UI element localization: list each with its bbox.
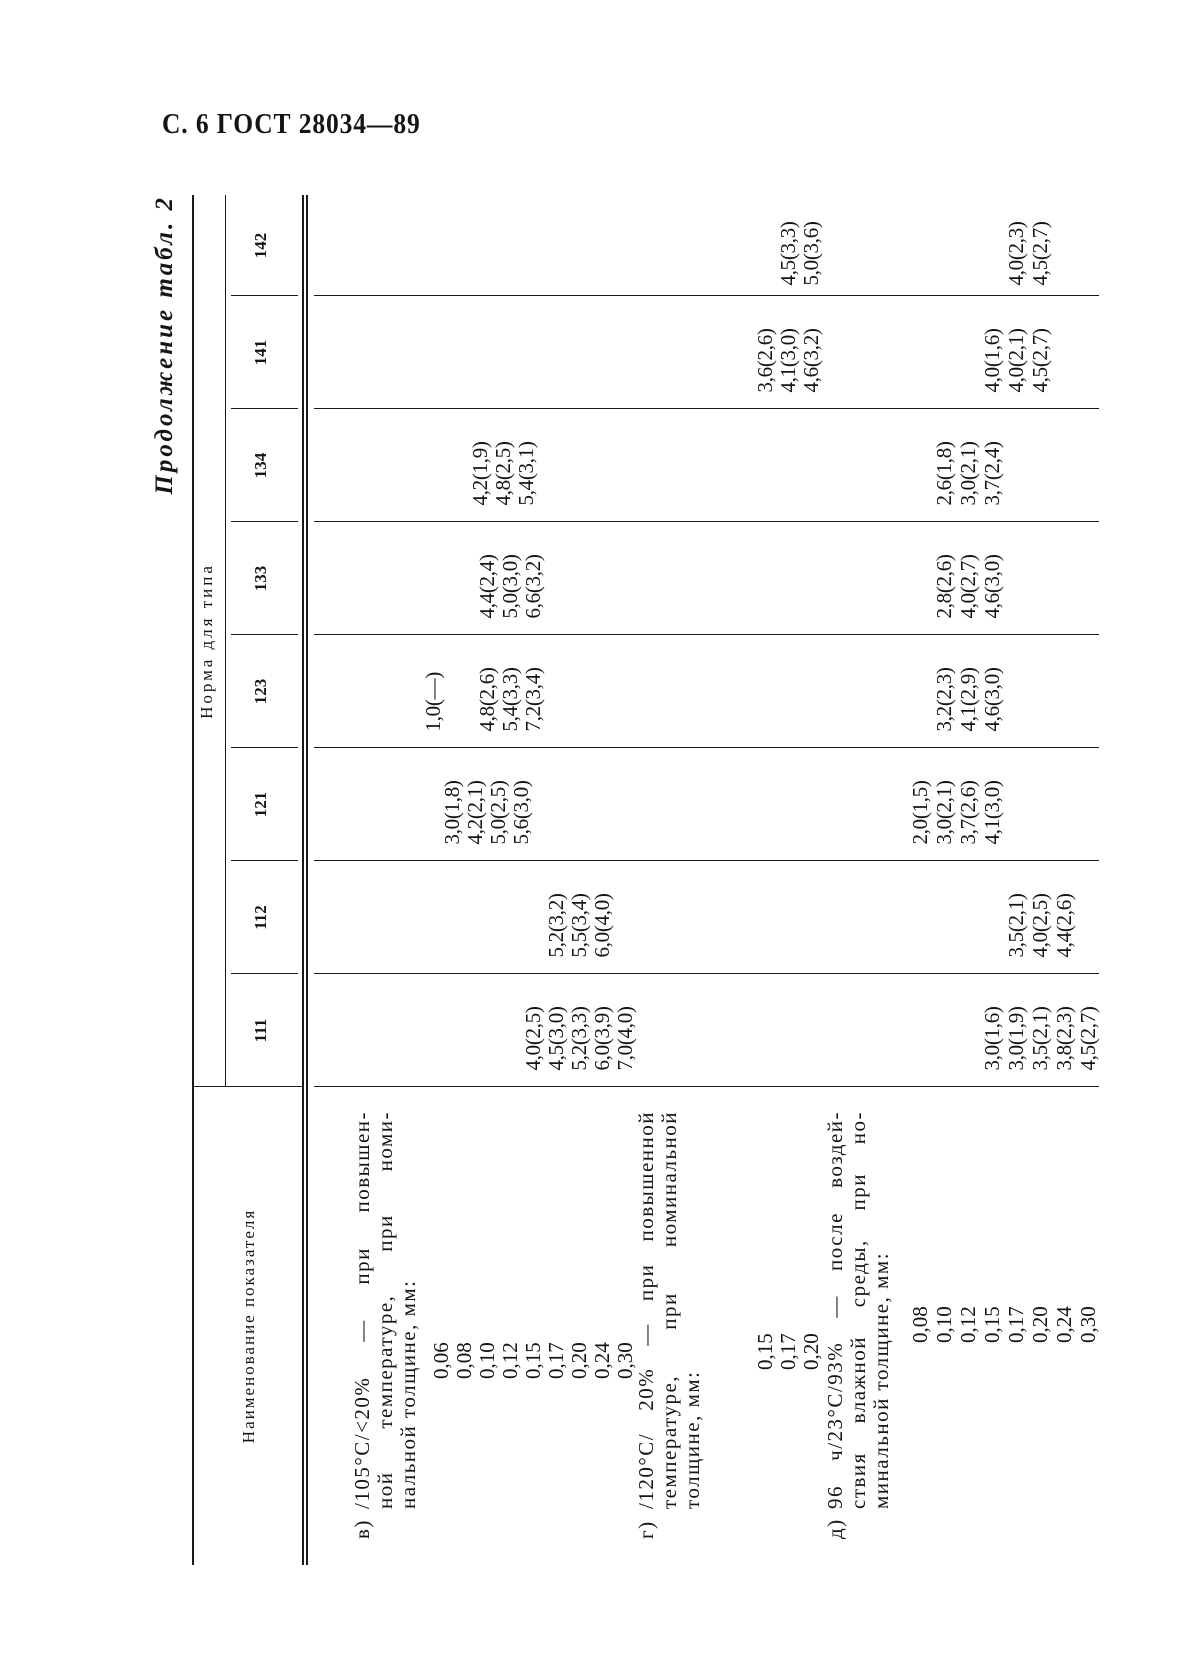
thickness-value: 0,20 (798, 1333, 823, 1370)
column-divider-header (193, 1086, 302, 1087)
thickness-value: 0,12 (497, 1342, 522, 1379)
norm-value: 4,0(2,5) (1027, 893, 1052, 958)
norm-value: 5,0(2,5) (485, 780, 510, 845)
thickness-value: 0,17 (543, 1342, 568, 1379)
norm-value: 4,0(2,7) (955, 554, 980, 619)
group-header-divider (225, 195, 226, 1087)
section-label-line: минальной толщине, мм: (868, 1251, 893, 1509)
section-label-line: ствия влажной среды, при но- (845, 1111, 870, 1509)
norm-value: 4,6(3,2) (798, 328, 823, 393)
norm-value: 5,5(3,4) (566, 893, 591, 958)
column-header-type: 142 (251, 232, 270, 259)
norm-value: 4,4(2,6) (1051, 893, 1076, 958)
column-header-type: 111 (251, 1018, 270, 1043)
thickness-value: 0,15 (752, 1333, 777, 1370)
header-double-line (302, 195, 304, 1565)
norm-value: 3,5(2,1) (1003, 893, 1028, 958)
thickness-value: 0,10 (931, 1306, 956, 1343)
norm-value: 4,1(3,0) (979, 780, 1004, 845)
thickness-value: 0,08 (451, 1342, 476, 1379)
thickness-value: 0,20 (1027, 1306, 1052, 1343)
norm-value: 4,1(3,0) (775, 328, 800, 393)
column-header-type: 123 (251, 678, 270, 705)
column-divider-body (314, 973, 1099, 974)
norm-value: 4,2(1,9) (467, 441, 492, 506)
page-header: С. 6 ГОСТ 28034—89 (162, 108, 421, 140)
norm-value: 3,6(2,6) (752, 328, 777, 393)
norm-value: 5,2(3,3) (566, 1006, 591, 1071)
thickness-value: 0,06 (428, 1342, 453, 1379)
column-header-name: Наименование показателя (239, 1208, 258, 1444)
header-double-line (306, 195, 308, 1565)
norm-value: 3,7(2,6) (955, 780, 980, 845)
norm-value: 4,0(2,1) (1003, 328, 1028, 393)
section-label-line: /105°C/<20% — при повышен- (349, 1111, 374, 1509)
norm-value: 4,5(3,3) (775, 221, 800, 286)
column-divider-body (314, 860, 1099, 861)
norm-value: 2,8(2,6) (931, 554, 956, 619)
norm-value: 2,0(1,5) (907, 780, 932, 845)
norm-value: 3,0(2,1) (955, 441, 980, 506)
thickness-value: 0,30 (1075, 1306, 1100, 1343)
column-header-type: 134 (251, 452, 270, 479)
norm-value: 4,1(2,9) (955, 667, 980, 732)
section-label-line: температуре, при номинальной (656, 1111, 681, 1509)
norm-value: 7,2(3,4) (520, 667, 545, 732)
norm-value: 4,0(1,6) (979, 328, 1004, 393)
section-label-line: ной температуре, при номи- (372, 1111, 397, 1509)
norm-value: 5,2(3,2) (543, 893, 568, 958)
thickness-value: 0,17 (775, 1333, 800, 1370)
section-label-line: 96 ч/23°C/93% — после воздей- (822, 1111, 847, 1509)
section-marker: в) (349, 1519, 374, 1539)
norm-value: 6,0(3,9) (589, 1006, 614, 1071)
column-header-group: Норма для типа (197, 563, 216, 719)
norm-value: 3,8(2,3) (1051, 1006, 1076, 1071)
norm-value: 4,0(2,3) (1003, 221, 1028, 286)
thickness-value: 0,15 (979, 1306, 1004, 1343)
norm-value: 4,5(3,0) (543, 1006, 568, 1071)
norm-value: 3,0(1,6) (979, 1006, 1004, 1071)
thickness-value: 0,20 (566, 1342, 591, 1379)
norm-value: 3,0(2,1) (931, 780, 956, 845)
norm-value: 5,4(3,1) (513, 441, 538, 506)
column-header-type: 121 (251, 791, 270, 818)
section-label-line: нальной толщине, мм: (395, 1279, 420, 1509)
norm-value: 5,4(3,3) (497, 667, 522, 732)
section-marker: г) (633, 1520, 658, 1539)
thickness-value: 0,15 (520, 1342, 545, 1379)
norm-value: 4,8(2,5) (490, 441, 515, 506)
thickness-value: 0,17 (1003, 1306, 1028, 1343)
norm-value: 4,5(2,7) (1075, 1006, 1100, 1071)
table-caption: Продолжение табл. 2 (151, 195, 178, 495)
thickness-value: 0,30 (612, 1342, 637, 1379)
norm-value: 4,8(2,6) (474, 667, 499, 732)
column-header-type: 112 (251, 905, 270, 930)
norm-value: 5,0(3,0) (497, 554, 522, 619)
column-divider-body (314, 747, 1099, 748)
norm-value: 3,7(2,4) (979, 441, 1004, 506)
section-marker: д) (822, 1518, 847, 1539)
norm-value: 6,0(4,0) (589, 893, 614, 958)
thickness-value: 0,24 (589, 1342, 614, 1379)
norm-value: 4,2(2,1) (462, 780, 487, 845)
norm-value: 3,5(2,1) (1027, 1006, 1052, 1071)
rotated-table (151, 195, 1105, 1565)
norm-value: 4,4(2,4) (474, 554, 499, 619)
norm-value: 5,6(3,0) (508, 780, 533, 845)
column-header-type: 133 (251, 565, 270, 592)
norm-value: 7,0(4,0) (612, 1006, 637, 1071)
norm-value: 1,0(—) (420, 672, 445, 732)
thickness-value: 0,24 (1051, 1306, 1076, 1343)
thickness-value: 0,12 (955, 1306, 980, 1343)
norm-value: 3,0(1,9) (1003, 1006, 1028, 1071)
column-header-type: 141 (251, 339, 270, 366)
column-divider-body (314, 408, 1099, 409)
section-label-line: /120°C/ 20% — при повышенной (633, 1111, 658, 1509)
column-divider-body (314, 634, 1099, 635)
norm-value: 4,0(2,5) (520, 1006, 545, 1071)
norm-value: 4,6(3,0) (979, 667, 1004, 732)
norm-value: 4,6(3,0) (979, 554, 1004, 619)
section-label-line: толщине, мм: (679, 1370, 704, 1509)
norm-value: 4,5(2,7) (1027, 221, 1052, 286)
column-divider-body (314, 521, 1099, 522)
norm-value: 3,2(2,3) (931, 667, 956, 732)
norm-value: 4,5(2,7) (1027, 328, 1052, 393)
thickness-value: 0,08 (907, 1306, 932, 1343)
norm-value: 2,6(1,8) (931, 441, 956, 506)
table-top-border (192, 195, 194, 1565)
norm-value: 6,6(3,2) (520, 554, 545, 619)
norm-value: 5,0(3,6) (798, 221, 823, 286)
column-divider-body (314, 1086, 1099, 1087)
norm-value: 3,0(1,8) (439, 780, 464, 845)
column-divider-body (314, 295, 1099, 296)
thickness-value: 0,10 (474, 1342, 499, 1379)
